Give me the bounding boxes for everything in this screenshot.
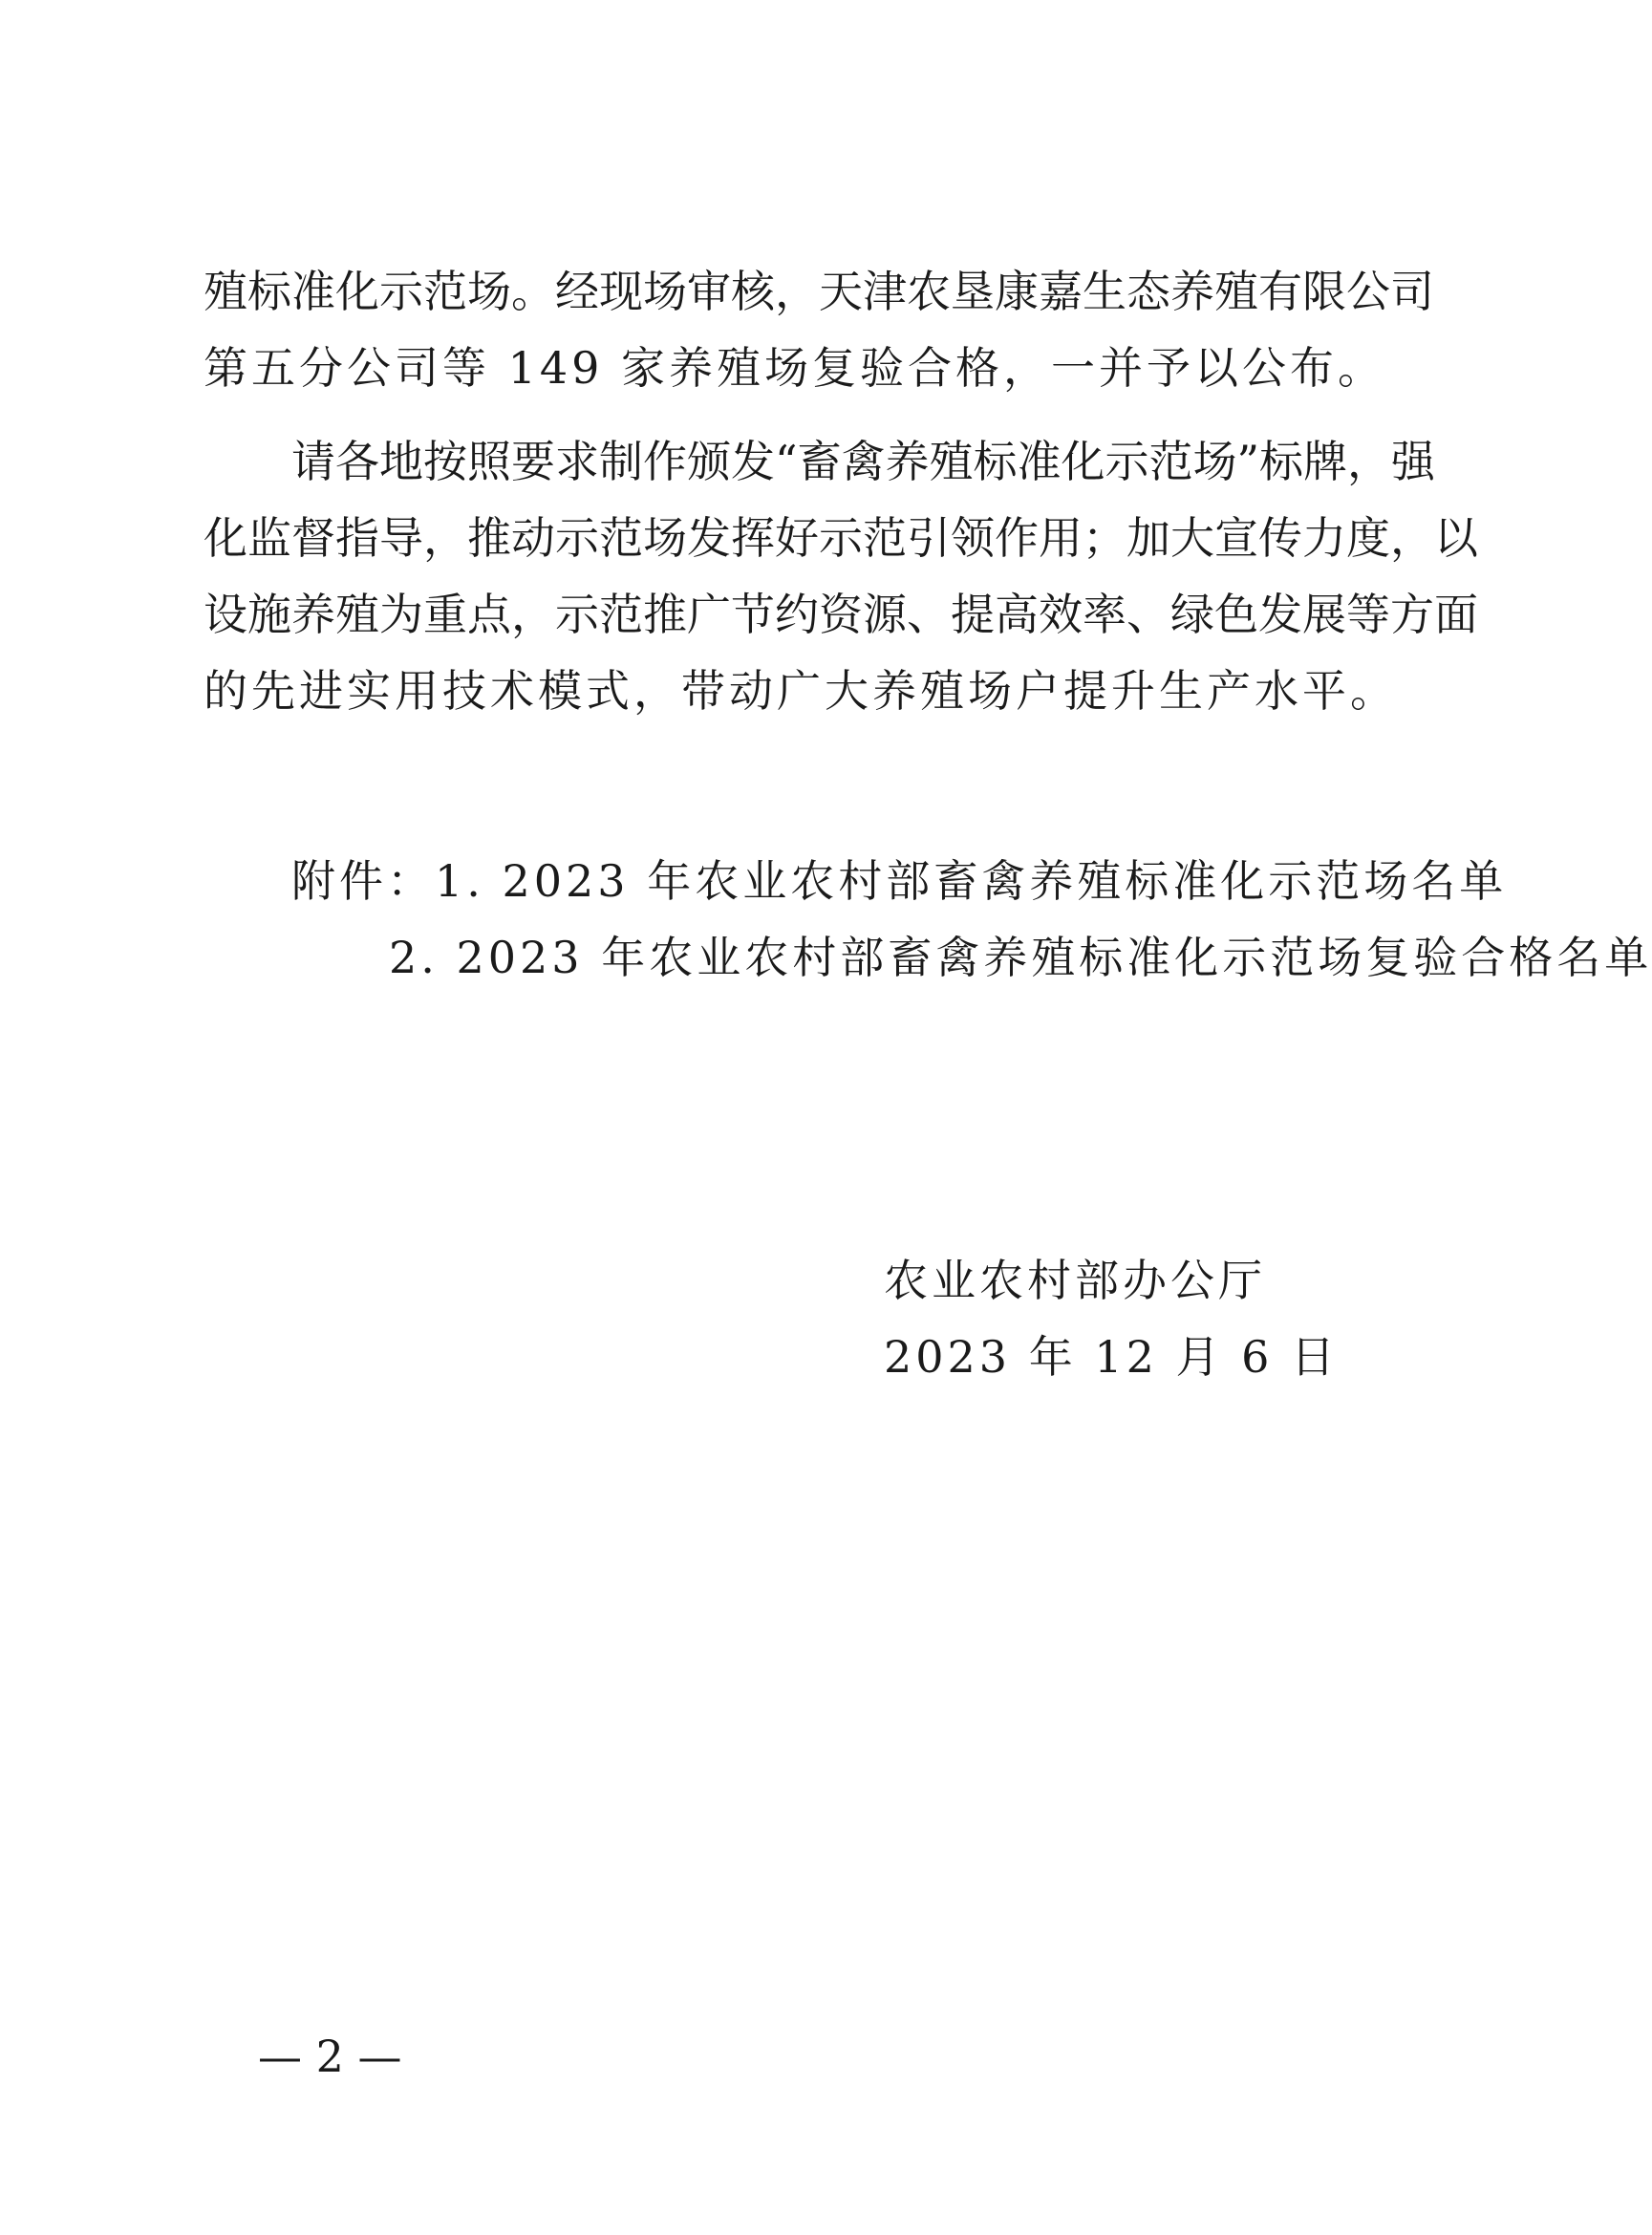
body-line-1: 殖标准化示范场。经现场审核，天津农垦康嘉生态养殖有限公司 bbox=[204, 266, 1434, 317]
body-line-2: 第五分公司等 149 家养殖场复验合格，一并予以公布。 bbox=[204, 342, 1386, 394]
body-line-3: 请各地按照要求制作颁发“畜禽养殖标准化示范场”标牌，强 bbox=[291, 436, 1436, 487]
issuer-name: 农业农村部办公厅 bbox=[884, 1255, 1266, 1306]
issue-date: 2023 年 12 月 6 日 bbox=[884, 1331, 1339, 1383]
attachment-line-2: 2. 2023 年农业农村部畜禽养殖标准化示范场复验合格名单 bbox=[389, 932, 1652, 983]
body-line-4: 化监督指导，推动示范场发挥好示范引领作用；加大宣传力度，以 bbox=[204, 512, 1478, 564]
attachment-line-1: 附件：1. 2023 年农业农村部畜禽养殖标准化示范场名单 bbox=[291, 855, 1508, 907]
body-line-6: 的先进实用技术模式，带动广大养殖场户提升生产水平。 bbox=[204, 665, 1398, 717]
page-number: — 2 — bbox=[258, 2031, 402, 2082]
body-line-5: 设施养殖为重点，示范推广节约资源、提高效率、绿色发展等方面 bbox=[204, 589, 1478, 640]
